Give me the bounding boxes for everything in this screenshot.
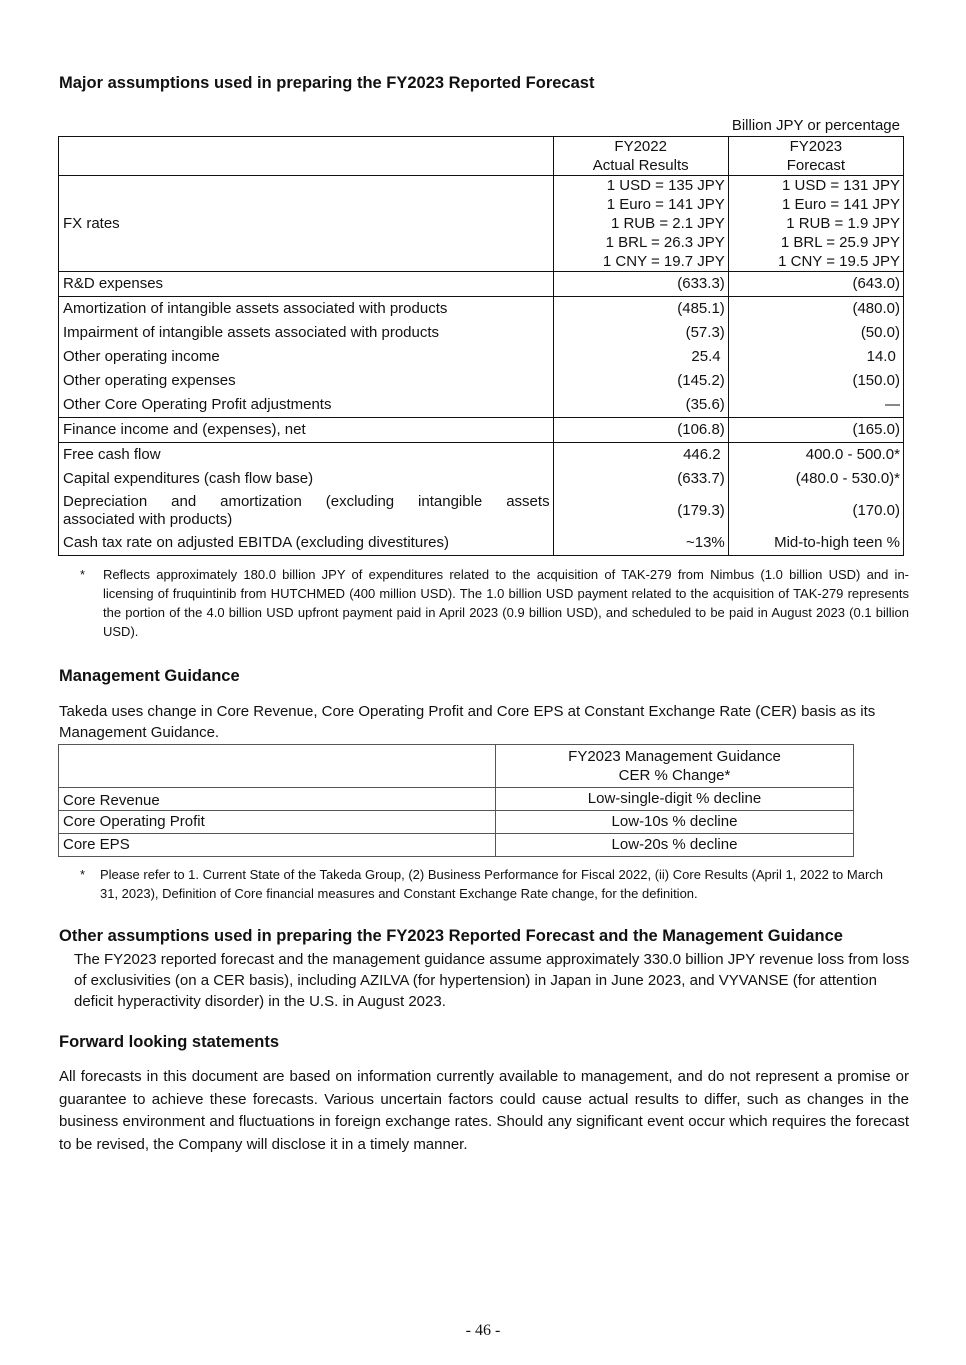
table-row — [59, 788, 854, 811]
page-number: - 46 - — [465, 1322, 501, 1339]
table-row-fx-rates — [59, 176, 904, 272]
major-assumptions-table — [58, 136, 904, 556]
row-label: Other operating expenses — [59, 369, 554, 393]
row-label: Other Core Operating Profit adjustments — [59, 393, 554, 418]
footnote-cer: Please refer to 1. Current State of the Takeda Group, (2) Business Performance for Fiscal 2022, (ii) Core Results (April 1, 2022 to March 31, 2023), Definition of Core financial measures and Constant Exchange Rate change, for the definition. — [100, 867, 884, 901]
header-guidance-line1: FY2023 Management Guidance — [568, 748, 781, 765]
table-header-row — [59, 137, 904, 176]
value-fy2022: (35.6) — [553, 393, 728, 418]
row-label: R&D expenses — [59, 272, 554, 297]
header-fy2023 — [728, 137, 903, 176]
row-value: Low-single-digit % decline — [496, 788, 854, 811]
fx-rate: 1 RUB = 2.1 JPY — [610, 215, 725, 232]
table-row — [59, 811, 854, 834]
value-fy2022: (145.2) — [553, 369, 728, 393]
table-row — [59, 321, 904, 345]
management-guidance-intro: Takeda uses change in Core Revenue, Core Operating Profit and Core EPS at Constant Exchange Rate (CER) basis as its Management Guidance. — [59, 703, 876, 741]
row-label: FX rates — [59, 176, 554, 272]
header-fy2022 — [553, 137, 728, 176]
fx-fy2023-cell — [728, 176, 903, 272]
section-title-forward-looking: Forward looking statements — [59, 1033, 280, 1051]
value-fy2022: (485.1) — [553, 297, 728, 322]
fx-rate: 1 Euro = 141 JPY — [782, 196, 900, 213]
fx-rate: 1 USD = 131 JPY — [782, 177, 900, 194]
header-blank-cell — [59, 745, 496, 788]
other-assumptions-body: The FY2023 reported forecast and the management guidance assume approximately 330.0 billion JPY revenue loss from loss of exclusivities (on a CER basis), including AZILVA (for hypertension) in Japan in June 2023, and VYVANSE (for attention deficit hyperactivity disorder) in the U.S. in August 2023. — [74, 951, 910, 1010]
section-title-other-assumptions: Other assumptions used in preparing the FY2023 Reported Forecast and the Management Guidance — [59, 927, 843, 945]
footnote-capex: Reflects approximately 180.0 billion JPY of expenditures related to the acquisition of TAK-279 from Nimbus (1.0 billion USD) and in-licensing of fruquintinib from HUTCHMED (400 million USD). The 1.0 billion USD payment related to the acquisition of TAK-279 represents the portion of the 4.0 billion USD upfront payment paid in April 2023 (0.9 billion USD), and scheduled to be paid in August 2023 (0.1 billion USD). — [103, 567, 909, 639]
fx-rate: 1 Euro = 141 JPY — [606, 196, 725, 213]
header-fy2023-year: FY2023 — [789, 138, 843, 155]
table-row — [59, 467, 904, 491]
fx-rate: 1 BRL = 25.9 JPY — [780, 234, 900, 251]
header-guidance — [496, 745, 854, 788]
section-title-major-assumptions: Major assumptions used in preparing the FY2023 Reported Forecast — [59, 74, 595, 92]
value-fy2023: (480.0 - 530.0)* — [728, 467, 903, 491]
value-fy2023: Mid-to-high teen % — [728, 531, 903, 556]
fx-rate: 1 CNY = 19.7 JPY — [602, 253, 725, 270]
value-fy2023: — — [728, 393, 903, 418]
value-fy2023: (150.0) — [728, 369, 903, 393]
row-label: Free cash flow — [59, 443, 554, 468]
table-row — [59, 531, 904, 556]
table-row — [59, 369, 904, 393]
row-value: Low-10s % decline — [496, 811, 854, 834]
value-fy2023: 400.0 - 500.0* — [728, 443, 903, 468]
header-fy2023-sub: Forecast — [786, 157, 846, 174]
header-blank-cell — [59, 137, 554, 176]
fx-rate: 1 RUB = 1.9 JPY — [786, 215, 900, 232]
value-fy2023: 14.0 — [728, 345, 903, 369]
row-label: Cash tax rate on adjusted EBITDA (excluding divestitures) — [59, 531, 554, 556]
row-label: Amortization of intangible assets associated with products — [59, 297, 554, 322]
forward-looking-body: All forecasts in this document are based on information currently available to management, and do not represent a promise or guarantee to achieve these forecasts. Various uncertain factors could cause actual results to differ, such as changes in the business environment and fluctuations in foreign exchange rates. Should any significant event occur which requires the forecast to be revised, the Company will disclose it in a timely manner. — [59, 1068, 909, 1153]
row-label: Core Operating Profit — [59, 811, 496, 834]
row-label: Finance income and (expenses), net — [59, 418, 554, 443]
row-label — [59, 491, 554, 531]
row-label-line1: Depreciation and amortization (excluding intangible assets — [63, 493, 550, 510]
row-label: Capital expenditures (cash flow base) — [59, 467, 554, 491]
row-label: Other operating income — [59, 345, 554, 369]
row-value: Low-20s % decline — [496, 834, 854, 857]
table-row — [59, 297, 904, 322]
table-row — [59, 418, 904, 443]
fx-rate: 1 BRL = 26.3 JPY — [605, 234, 725, 251]
value-fy2022: 25.4 — [553, 345, 728, 369]
table-row — [59, 491, 904, 531]
table-row — [59, 272, 904, 297]
fx-fy2022-cell — [553, 176, 728, 272]
row-label: Impairment of intangible assets associated with products — [59, 321, 554, 345]
row-label: Core Revenue — [59, 788, 496, 811]
table-row — [59, 345, 904, 369]
table-row — [59, 443, 904, 468]
value-fy2023: (165.0) — [728, 418, 903, 443]
table-row — [59, 834, 854, 857]
header-fy2022-year: FY2022 — [614, 138, 667, 155]
value-fy2022: (106.8) — [553, 418, 728, 443]
value-fy2023: (50.0) — [728, 321, 903, 345]
header-fy2022-sub: Actual Results — [592, 157, 689, 174]
value-fy2022: (633.7) — [553, 467, 728, 491]
value-fy2022: 446.2 — [553, 443, 728, 468]
value-fy2022: ~13% — [553, 531, 728, 556]
footnote-marker: * — [80, 867, 86, 882]
unit-note: Billion JPY or percentage — [731, 117, 900, 134]
section-title-management-guidance: Management Guidance — [59, 667, 240, 685]
value-fy2023: (480.0) — [728, 297, 903, 322]
table-row — [59, 393, 904, 418]
value-fy2023: (170.0) — [728, 491, 903, 531]
value-fy2022: (179.3) — [553, 491, 728, 531]
value-fy2022: (57.3) — [553, 321, 728, 345]
management-guidance-table — [58, 744, 854, 857]
fx-rate: 1 CNY = 19.5 JPY — [778, 253, 900, 270]
table-header-row — [59, 745, 854, 788]
fx-rate: 1 USD = 135 JPY — [606, 177, 725, 194]
header-guidance-line2: CER % Change* — [618, 767, 731, 784]
value-fy2022: (633.3) — [553, 272, 728, 297]
row-label: Core EPS — [59, 834, 496, 857]
row-label-line2: associated with products) — [63, 511, 233, 528]
footnote-marker: * — [80, 567, 86, 582]
value-fy2023: (643.0) — [728, 272, 903, 297]
